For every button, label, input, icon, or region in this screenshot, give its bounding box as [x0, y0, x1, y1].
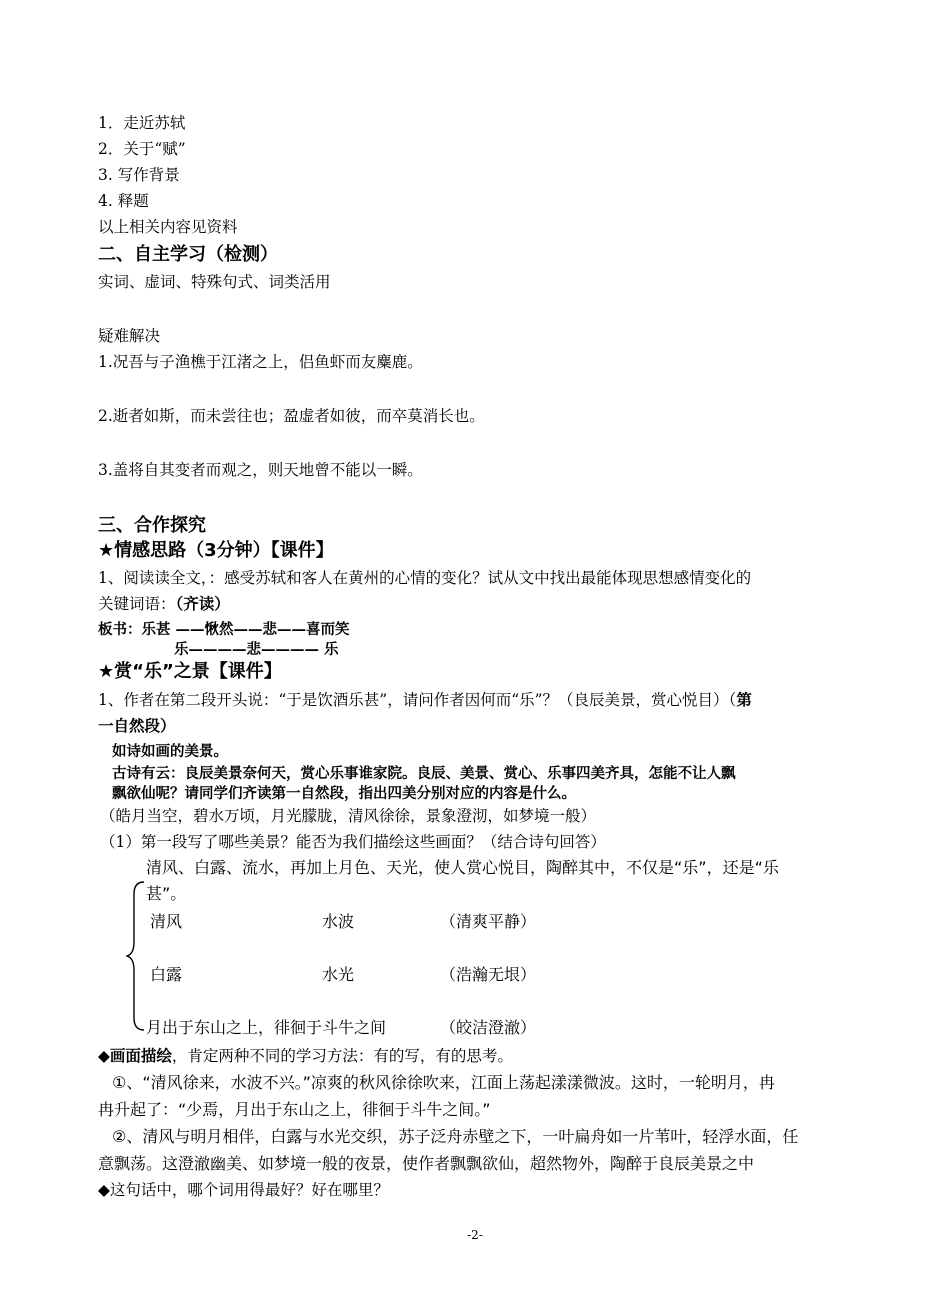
paragraph-2-line-1: ②、清风与明月相伴，白露与水光交织，苏子泛舟赤壁之下，一叶扁舟如一片苇叶，轻浮水面，任 [112, 1127, 799, 1146]
scene-table-row-1-a: 清风 [150, 912, 183, 931]
poem-line-1: 如诗如画的美景。 [112, 743, 228, 760]
difficult-sentence-1: 1.况吾与子渔樵于江渚之上，侣鱼虾而友麋鹿。 [98, 353, 423, 371]
difficult-sentence-2: 2.逝者如斯，而未尝往也；盈虚者如彼，而卒莫消长也。 [98, 407, 485, 425]
scene-table-row-1-c: （清爽平静） [440, 912, 537, 931]
poem-line-2: 古诗有云：良辰美景奈何天，赏心乐事谁家院。良辰、美景、赏心、乐事四美齐具，怎能不让人飘 [112, 765, 736, 782]
question-2-line-2: 一自然段） [98, 716, 176, 735]
intro-item-1: 1．走近苏轼 [98, 114, 186, 132]
question-1-bold: （齐读） [175, 594, 230, 613]
scene-table-row-3-a: 月出于东山之上，徘徊于斗牛之间 [146, 1018, 387, 1037]
scene-table-row-2-a: 白露 [150, 965, 183, 984]
page-number: -2- [467, 1228, 483, 1242]
intro-item-2: 2．关于“赋” [98, 140, 186, 158]
emotion-heading: ★情感思路（3分钟）【课件】 [98, 540, 334, 561]
scene-table-row-3-c: （皎洁澄澈） [440, 1018, 537, 1037]
scene-table-row-1-b: 水波 [322, 912, 355, 931]
draw-text: ，肯定两种不同的学习方法：有的写，有的思考。 [171, 1047, 513, 1065]
scene-table-row-2-b: 水光 [322, 965, 355, 984]
question-1-line-1: 1、阅读读全文，：感受苏轼和客人在黄州的心情的变化？试从文中找出最能体现思想感情变化的 [98, 569, 752, 587]
last-question: ◆这句话中，哪个词用得最好？好在哪里？ [98, 1181, 389, 1199]
paragraph-2-line-2: 意飘荡。这澄澈幽美、如梦境一般的夜景，使作者飘飘欲仙，超然物外，陶醉于良辰美景之中 [98, 1154, 755, 1173]
scene-table-row-2-c: （浩瀚无垠） [440, 965, 537, 984]
question-1-line-2 [98, 594, 230, 614]
brace-icon [126, 880, 146, 1032]
question-1-text: 关键词语： [98, 595, 176, 613]
sub-question-1: （1）第一段写了哪些美景？能否为我们描绘这些画面？（结合诗句回答） [100, 833, 606, 851]
question-2-line-1 [98, 690, 752, 710]
poem-line-3: 飘欲仙呢？请同学们齐读第一自然段，指出四美分别对应的内容是什么。 [112, 785, 576, 802]
draw-line [98, 1046, 513, 1066]
paragraph-1-line-1: ①、“清风徐来，水波不兴。”凉爽的秋风徐徐吹来，江面上荡起漾漾微波。这时，一轮明月，冉 [112, 1073, 775, 1092]
section2-heading: 二、自主学习（检测） [98, 244, 278, 265]
scene-note: （皓月当空，碧水万顷，月光朦胧，清风徐徐，景象澄沏，如梦境一般） [100, 807, 597, 825]
paragraph-1-line-2: 冉升起了：“少焉，月出于东山之上，徘徊于斗牛之间。” [98, 1100, 491, 1119]
question-2-bold: 第 [736, 690, 752, 709]
board-line-2: 乐————悲———— 乐 [174, 641, 339, 658]
difficult-label: 疑难解决 [98, 327, 161, 345]
scenery-heading: ★赏“乐”之景【课件】 [98, 661, 282, 682]
intro-note: 以上相关内容见资料 [98, 218, 238, 236]
intro-item-3: 3. 写作背景 [98, 166, 180, 184]
answer-line-1: 清风、白露、流水，再加上月色、天光，使人赏心悦目，陶醉其中，不仅是“乐”，还是“乐 [146, 858, 779, 877]
answer-line-2: 甚”。 [146, 884, 187, 903]
intro-item-4: 4. 释题 [98, 192, 149, 210]
section3-heading: 三、合作探究 [98, 515, 206, 536]
difficult-sentence-3: 3.盖将自其变者而观之，则天地曾不能以一瞬。 [98, 461, 423, 479]
section2-topics: 实词、虚词、特殊句式、词类活用 [98, 273, 331, 291]
question-2-text: 1、作者在第二段开头说：“于是饮酒乐甚”，请问作者因何而“乐”？（良辰美景，赏心悦目）（ [98, 691, 737, 709]
draw-label: ◆画面描绘 [98, 1047, 172, 1065]
board-line-1: 板书：乐甚 ——愀然——悲——喜而笑 [98, 621, 350, 638]
